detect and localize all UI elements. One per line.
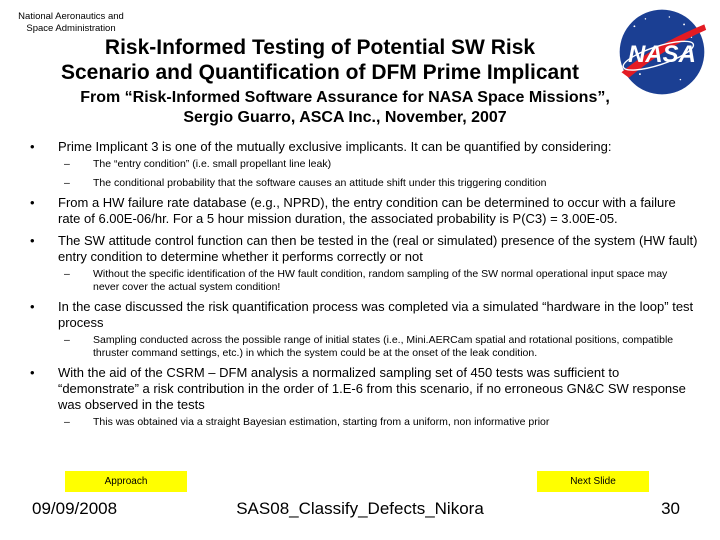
slide-title xyxy=(0,35,640,85)
bullet-3: • The SW attitude control function can then be tested in the (real or simulated) presence of the system (HW fault) entry condition to determine whether it performs correctly or not xyxy=(0,233,700,265)
bullet-2: • From a HW failure rate database (e.g., NPRD), the entry condition can be determined to occur with a failure rate of 6.00E-06/hr. For a 5 hour mission duration, the associated probability is P(C3) = 3.00E-05. xyxy=(0,195,700,227)
sub-bullet-3-1: – Without the specific identification of the HW fault condition, random sampling of the SW normal operational input space may never cover the actual system condition! xyxy=(0,268,700,293)
next-slide-button[interactable]: Next Slide xyxy=(537,471,649,492)
bullet-5: • With the aid of the CSRM – DFM analysis a normalized sampling set of 450 tests was sufficient to “demonstrate” a risk contribution in the order of 1.E-6 from this scenario, if no erroneous GN&C SW response was observed in the tests xyxy=(0,365,700,413)
bullet-4: • In the case discussed the risk quantification process was completed via a simulated “hardware in the loop” test process xyxy=(0,299,700,331)
subtitle-line-1: From “Risk-Informed Software Assurance for NASA Space Missions”, xyxy=(80,89,610,106)
agency-name: National Aeronautics and Space Administration xyxy=(18,11,124,34)
page-number: 30 xyxy=(661,499,680,518)
approach-button[interactable]: Approach xyxy=(65,471,187,492)
subtitle-line-2: Sergio Guarro, ASCA Inc., November, 2007 xyxy=(183,109,507,126)
svg-text:NASA: NASA xyxy=(628,41,696,69)
bullet-list xyxy=(0,139,700,435)
sub-bullet-4-1: – Sampling conducted across the possible range of initial states (i.e., Mini.AERCam spatial and rotational positions, compatible thruster command settings, etc.) in which the system could be at the onset of the leak condition. xyxy=(0,334,700,359)
sub-bullet-5-1: – This was obtained via a straight Bayesian estimation, starting from a uniform, non informative prior xyxy=(0,416,700,429)
title-line-2: Scenario and Quantification of DFM Prime Implicant xyxy=(60,61,580,84)
sub-bullet-1-1: – The “entry condition” (i.e. small propellant line leak) xyxy=(0,158,700,171)
footer-date: 09/09/2008 xyxy=(32,499,118,518)
sub-bullet-1-2: – The conditional probability that the software causes an attitude shift under this triggering condition xyxy=(0,177,700,190)
slide-subtitle xyxy=(0,88,690,128)
bullet-1: • Prime Implicant 3 is one of the mutually exclusive implicants. It can be quantified by considering: xyxy=(0,139,700,155)
footer-title: SAS08_Classify_Defects_Nikora xyxy=(236,499,484,518)
title-line-1: Risk-Informed Testing of Potential SW Risk xyxy=(104,36,536,59)
